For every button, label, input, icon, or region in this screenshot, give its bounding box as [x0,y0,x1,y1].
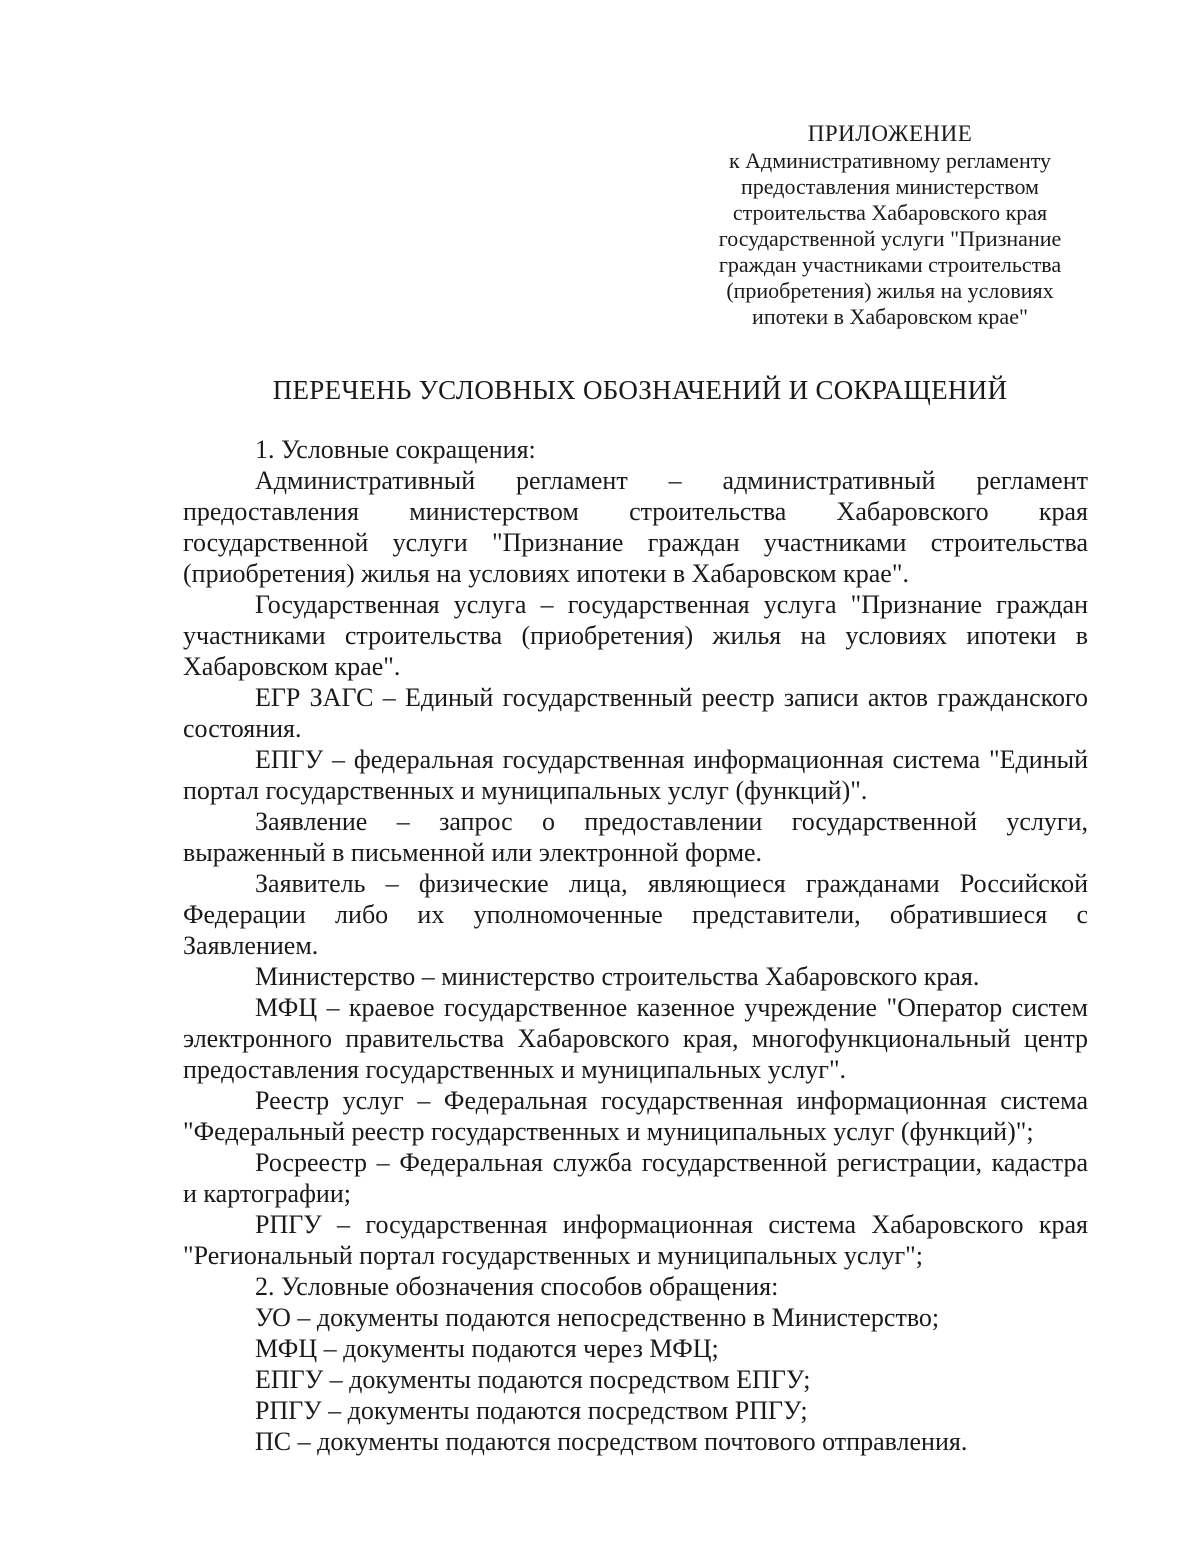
definition-paragraph: Государственная услуга – государственная услуга "Признание граждан участниками строительства (приобретения) жилья на условиях ипотеки в Хабаровском крае". [183,590,1088,681]
notation-item: МФЦ – документы подаются через МФЦ; [255,1334,719,1363]
document-body [183,434,1088,1457]
document-title: ПЕРЕЧЕНЬ УСЛОВНЫХ ОБОЗНАЧЕНИЙ И СОКРАЩЕНИЙ [272,375,1008,405]
definition-paragraph: Росреестр – Федеральная служба государственной регистрации, кадастра и картографии; [183,1148,1088,1208]
appendix-block [680,120,1100,330]
appendix-line: строительства Хабаровского края [732,200,1048,225]
section-heading: 2. Условные обозначения способов обращения: [255,1272,779,1301]
definition-paragraph: Административный регламент – административный регламент предоставления министерством строительства Хабаровского края государственной услуги "Признание граждан участниками строительства (приобретения) жилья на условиях ипотеки в Хабаровском крае". [183,466,1088,588]
definition-paragraph: Заявитель – физические лица, являющиеся гражданами Российской Федерации либо их уполномоченные представители, обратившиеся с Заявлением. [183,869,1088,960]
definition-paragraph: Министерство – министерство строительства Хабаровского края. [255,962,980,991]
definition-paragraph: РПГУ – государственная информационная система Хабаровского края "Региональный портал государственных и муниципальных услуг"; [183,1210,1088,1270]
notation-item: РПГУ – документы подаются посредством РПГУ; [255,1396,808,1425]
definition-paragraph: МФЦ – краевое государственное казенное учреждение "Оператор систем электронного правительства Хабаровского края, многофункциональный центр предоставления государственных и муниципальных услуг". [183,993,1088,1084]
notation-item: УО – документы подаются непосредственно в Министерство; [255,1303,940,1332]
appendix-line: предоставления министерством [741,174,1039,199]
appendix-line: ипотеки в Хабаровском крае" [752,304,1028,329]
appendix-line: граждан участниками строительства [718,252,1062,277]
appendix-title: ПРИЛОЖЕНИЕ [807,121,973,146]
appendix-line: (приобретения) жилья на условиях [726,278,1054,303]
definition-paragraph: Заявление – запрос о предоставлении государственной услуги, выраженный в письменной или электронной форме. [183,807,1088,867]
notation-item: ПС – документы подаются посредством почтового отправления. [255,1427,968,1456]
section-heading: 1. Условные сокращения: [255,435,536,464]
appendix-line: государственной услуги "Признание [718,226,1062,251]
notation-item: ЕПГУ – документы подаются посредством ЕПГУ; [255,1365,811,1394]
definition-paragraph: Реестр услуг – Федеральная государственная информационная система "Федеральный реестр государственных и муниципальных услуг (функций)"; [183,1086,1088,1146]
definition-paragraph: ЕПГУ – федеральная государственная информационная система "Единый портал государственных и муниципальных услуг (функций)". [183,745,1088,805]
definition-paragraph: ЕГР ЗАГС – Единый государственный реестр записи актов гражданского состояния. [183,683,1088,743]
appendix-line: к Административному регламенту [728,148,1052,173]
